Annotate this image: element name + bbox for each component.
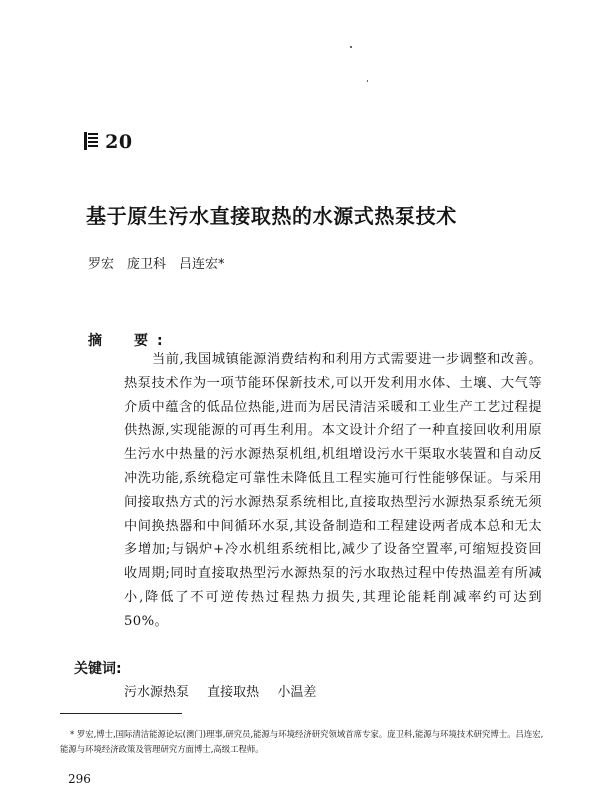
chapter-marker-icon: [84, 132, 98, 150]
paper-title: 基于原生污水直接取热的水源式热泵技术: [86, 204, 457, 228]
chapter-number: 20: [105, 131, 133, 153]
scan-speck: [350, 46, 352, 48]
footnote-rule: [60, 713, 182, 714]
abstract-label: 摘 要:: [88, 333, 172, 349]
page-number: 296: [68, 772, 91, 786]
scan-speck: [367, 80, 368, 82]
keywords-label: 关键词:: [74, 661, 122, 677]
author-footnote: * 罗宏,博士,国际清洁能源论坛(澳门)理事,研究员,能源与环境经济研究领域首席专家。庞卫科,能源与环境技术研究博士。吕连宏,能源与环境经济政策及管理研究方面博士,高级工程师。: [60, 729, 544, 754]
keyword-list: [124, 681, 330, 700]
keyword: 小温差: [277, 685, 317, 700]
abstract-text: 当前,我国城镇能源消费结构和利用方式需要进一步调整和改善。热泵技术作为一项节能环保新技术,可以开发利用水体、土壤、大气等介质中蕴含的低品位热能,进而为居民清洁采暖和工业生产工艺过程提供热源,实现能源的可再生利用。本文设计介绍了一种直接回收利用原生污水中热量的污水源热泵机组,机组增设污水干渠取水装置和自动反冲洗功能,系统稳定可靠性未降低且工程实施可行性能够保证。与采用间接取热方式的污水源热泵系统相比,直接取热型污水源热泵系统无须中间换热器和中间循环水泵,其设备制造和工程建设两者成本总和无太多增加;与锅炉+冷水机组系统相比,减少了设备空置率,可缩短投资回收周期;同时直接取热型污水源热泵的污水取热过程中传热温差有所减小,降低了不可逆传热过程热力损失,其理论能耗削减率约可达到50%。: [124, 352, 542, 629]
author-list: 罗宏 庞卫科 吕连宏*: [88, 257, 225, 272]
keyword: 污水源热泵: [124, 685, 190, 700]
chapter-heading: [84, 131, 133, 153]
keyword: 直接取热: [207, 685, 260, 700]
